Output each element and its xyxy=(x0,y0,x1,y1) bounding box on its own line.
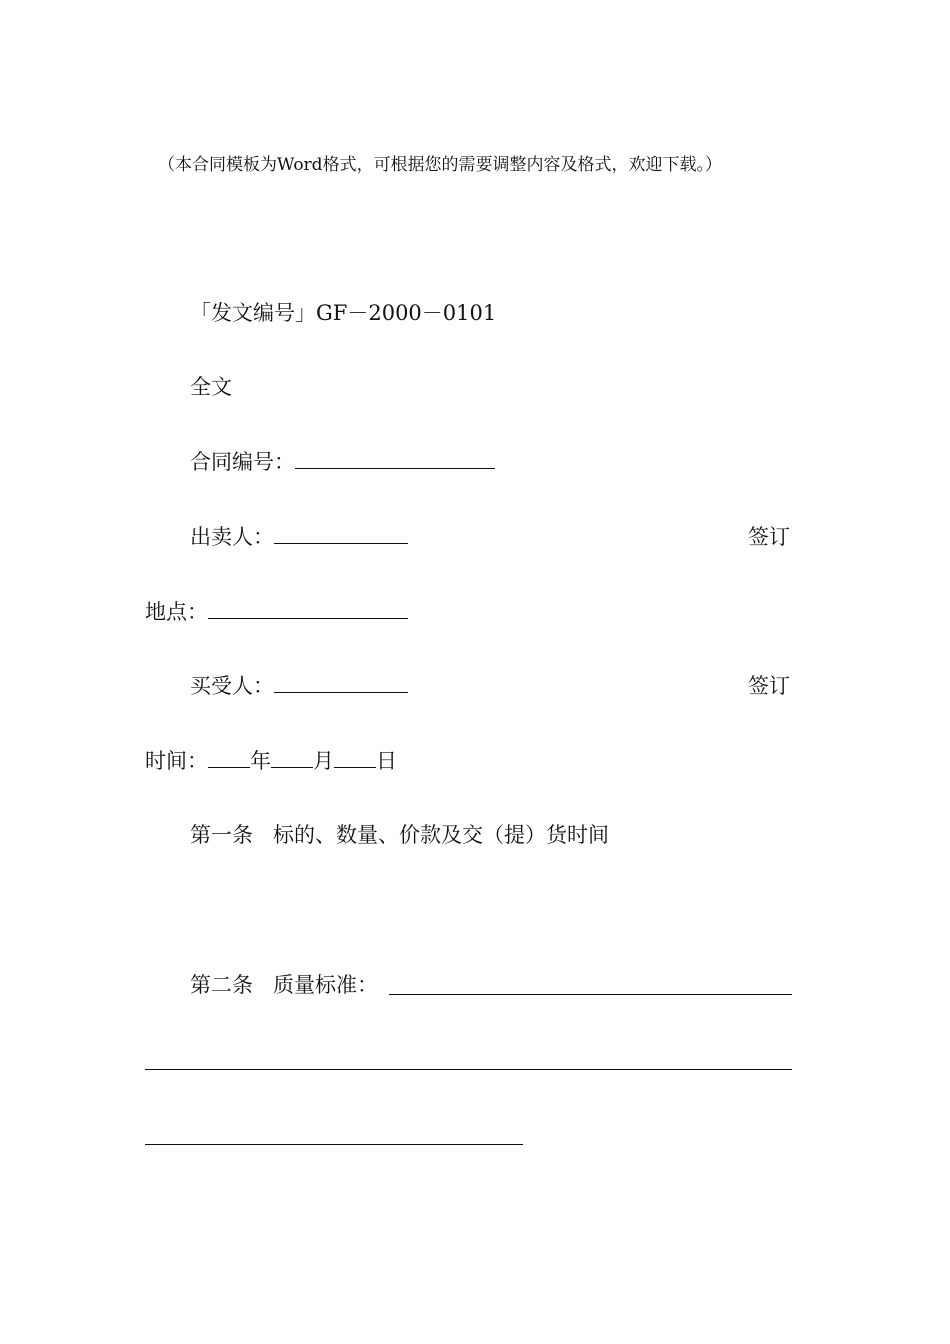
quality-standard-blank-3[interactable] xyxy=(145,1144,523,1145)
seller-blank[interactable] xyxy=(274,523,408,544)
buyer-row xyxy=(190,671,408,701)
signing-place-row xyxy=(145,597,408,627)
signing-time-label-end: 时间： xyxy=(145,749,208,773)
full-text-label: 全文 xyxy=(190,375,232,399)
buyer-blank[interactable] xyxy=(274,672,408,693)
signing-time-row xyxy=(145,746,397,776)
signing-place-blank[interactable] xyxy=(208,598,408,619)
buyer-label: 买受人： xyxy=(190,674,274,698)
signing-place-label-start: 签订 xyxy=(748,525,790,549)
article-2-number: 第二条 xyxy=(190,973,253,997)
article-2-title: 质量标准： xyxy=(273,973,378,997)
signing-place-label-end: 地点： xyxy=(145,600,208,624)
month-blank[interactable] xyxy=(271,747,313,768)
seller-row xyxy=(190,522,408,552)
contract-number-blank[interactable] xyxy=(295,448,495,469)
article-1-number: 第一条 xyxy=(190,823,253,847)
article-1-heading xyxy=(190,820,609,850)
day-blank[interactable] xyxy=(334,747,376,768)
contract-number-row xyxy=(190,447,495,477)
quality-standard-blank-1[interactable] xyxy=(389,994,792,995)
article-1-title: 标的、数量、价款及交（提）货时间 xyxy=(273,823,609,847)
year-label: 年 xyxy=(250,749,271,773)
template-note: （本合同模板为Word格式，可根据您的需要调整内容及格式，欢迎下载。） xyxy=(158,155,723,175)
seller-label: 出卖人： xyxy=(190,525,274,549)
document-number: 「发文编号」GF－2000－0101 xyxy=(190,301,497,325)
year-blank[interactable] xyxy=(208,747,250,768)
quality-standard-blank-2[interactable] xyxy=(145,1069,792,1070)
contract-number-label: 合同编号： xyxy=(190,450,295,474)
signing-time-label-start: 签订 xyxy=(748,674,790,698)
month-label: 月 xyxy=(313,749,334,773)
article-2-heading xyxy=(190,970,378,1000)
day-label: 日 xyxy=(376,749,397,773)
